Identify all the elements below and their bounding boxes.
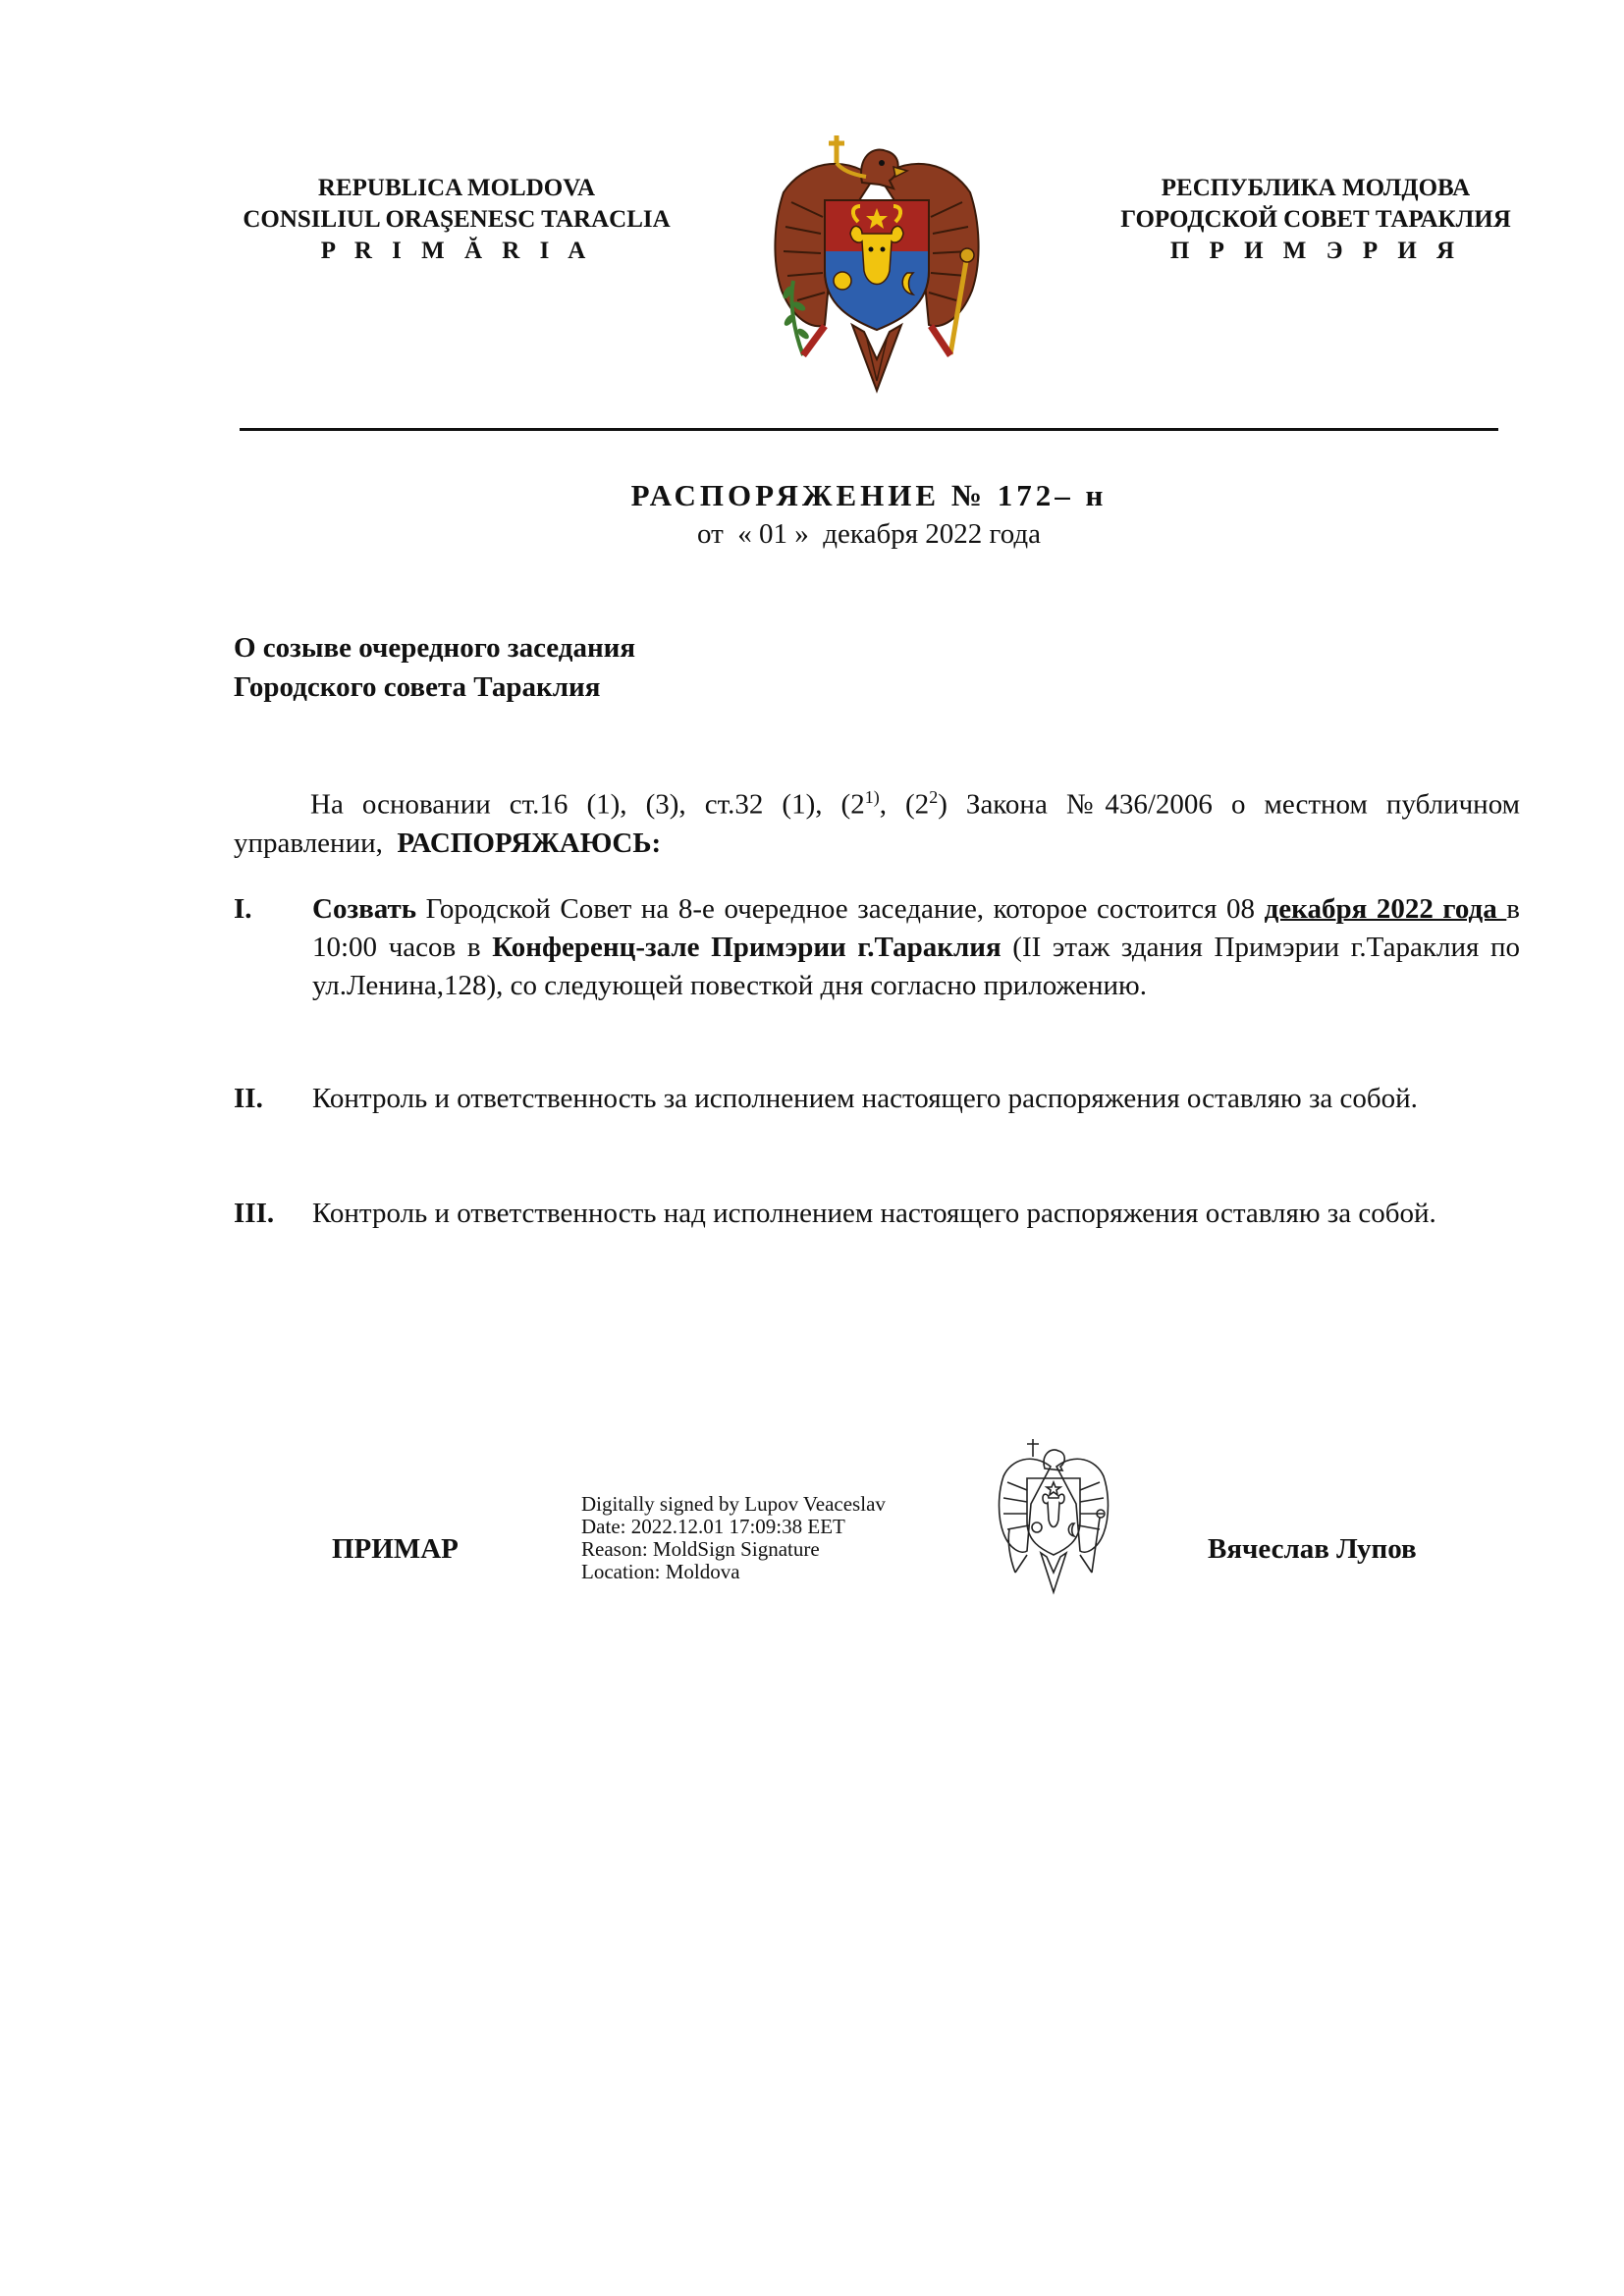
order-subject <box>234 628 635 707</box>
preamble-text-2: , (2 <box>879 788 930 821</box>
item-number: I. <box>234 893 252 925</box>
order-title: РАСПОРЯЖЕНИЕ № 172– н <box>630 478 1108 512</box>
order-heading <box>240 476 1498 553</box>
item-number: II. <box>234 1083 263 1114</box>
item-text <box>312 890 1520 1005</box>
header-left <box>187 173 727 267</box>
preamble-text-1: На основании ст.16 (1), (3), ст.32 (1), (2 <box>310 788 865 821</box>
header-right-line1: РЕСПУБЛИКА МОЛДОВА <box>1161 175 1471 201</box>
item-text-1: Городской Совет на 8-е очередное заседание, которое состоится 08 <box>416 893 1265 925</box>
header-right-line2: ГОРОДСКОЙ СОВЕТ ТАРАКЛИЯ <box>1120 206 1511 233</box>
header-right <box>1080 173 1551 267</box>
item-bold-place: Конференц-зале Примэрии г.Тараклия <box>492 932 1001 963</box>
moldova-coat-of-arms-icon <box>764 124 990 397</box>
item-text-3: (II этаж здания Примэрии г.Тараклия по ул.Ленина,128), со следующей повесткой дня согласно приложению. <box>312 932 1520 1001</box>
item-number: III. <box>234 1198 275 1229</box>
header-left-line3: P R I M Ă R I A <box>320 238 593 264</box>
digital-signature-line1: Digitally signed by Lupov Veaceslav <box>581 1492 886 1516</box>
order-date: от « 01 » декабря 2022 года <box>697 518 1041 550</box>
signatory-position: ПРИМАР <box>332 1533 459 1565</box>
preamble-sup-2: 2 <box>929 787 939 807</box>
digital-signature-info <box>581 1493 886 1583</box>
signatory-name: Вячеслав Лупов <box>1208 1533 1417 1565</box>
order-item-3 <box>234 1195 1520 1233</box>
preamble-sup-1: 1) <box>864 787 880 807</box>
digital-signature-line4: Location: Moldova <box>581 1560 740 1583</box>
order-item-2 <box>234 1080 1520 1118</box>
item-text: Контроль и ответственность за исполнением настоящего распоряжения оставляю за собой. <box>312 1083 1418 1114</box>
digital-signature-line3: Reason: MoldSign Signature <box>581 1537 820 1561</box>
moldova-coat-of-arms-outline-icon <box>994 1435 1113 1596</box>
header-left-line2: CONSILIUL ORAŞENESC TARACLIA <box>243 206 671 233</box>
preamble-text-3: ) Закона №436/2006 о местном публичном управлении, <box>234 788 1520 859</box>
item-underlined-date: декабря 2022 года <box>1264 893 1507 925</box>
item-text-2: в 10:00 часов в <box>312 893 1520 963</box>
header-divider <box>240 428 1498 431</box>
item-text: Контроль и ответственность над исполнением настоящего распоряжения оставляю за собой. <box>312 1198 1436 1229</box>
header-right-line3: П Р И М Э Р И Я <box>1169 238 1462 264</box>
digital-signature-line2: Date: 2022.12.01 17:09:38 EET <box>581 1515 845 1538</box>
subject-line1: О созыве очередного заседания <box>234 632 636 664</box>
subject-line2: Городского совета Тараклия <box>234 671 601 703</box>
item-bold-start: Созвать <box>312 893 417 925</box>
preamble-order-word: РАСПОРЯЖАЮСЬ: <box>397 827 662 859</box>
header-left-line1: REPUBLICA MOLDOVA <box>317 175 596 201</box>
preamble-paragraph <box>234 778 1520 863</box>
order-item-1 <box>234 890 1520 1005</box>
